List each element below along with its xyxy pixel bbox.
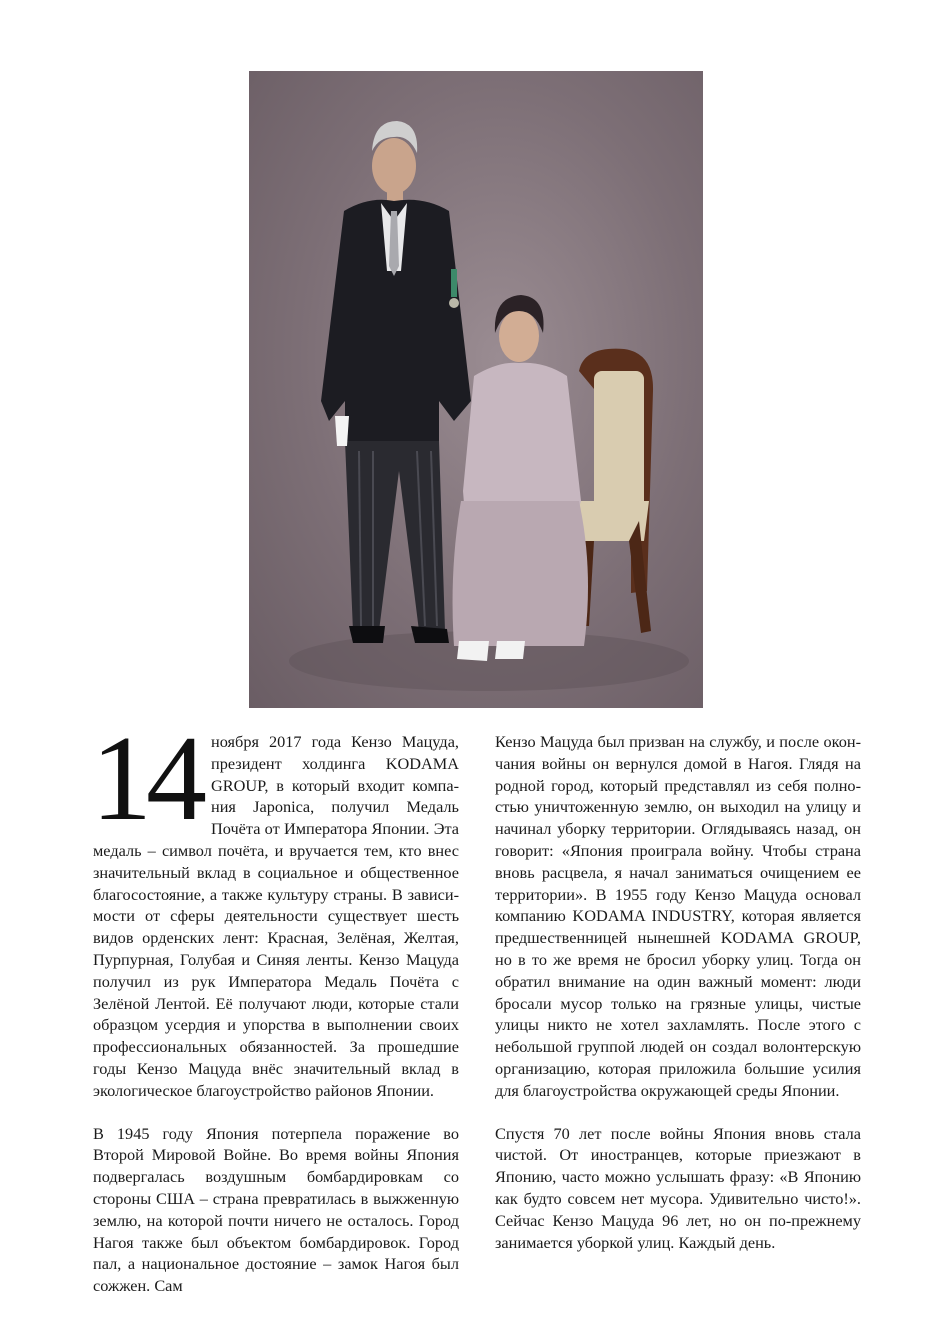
article-paragraph <box>91 711 459 1102</box>
article-column-left <box>91 711 459 1318</box>
article-column-right <box>495 731 861 1274</box>
drop-cap: 14 <box>91 711 201 846</box>
woman-figure <box>453 295 588 661</box>
portrait-photo <box>249 71 703 708</box>
man-figure <box>321 121 471 643</box>
portrait-illustration <box>249 71 703 708</box>
article-paragraph: В 1945 году Япония потерпела поражение во Второй Мировой Войне. Во время войны Япония подвергалась воздушным бомбардировкам со стороны США – страна превратилась в выжженную землю, на которой почти ничего не осталось. Город Нагоя также был объектом бомбардировок. Город пал, а национальное достояние – замок Нагоя был сожжен. Сам <box>93 1123 459 1296</box>
article-paragraph: Кензо Мацуда был призван на службу, и после окончания войны он вернулся домой в Нагоя. Глядя на родной город, который представлял из себя полностью уничтоженную землю, он выходил на улицу и начинал уборку территории. Оглядываясь назад, он говорит: «Япония проиграла войну. Чтобы страна вновь расцвела, я начал заниматься очищением ее территории». В 1955 году Кензо Мацуда основал компанию KODAMA INDUSTRY, которая является предшественницей нынешней KODAMA GROUP, но в то же время не бросил уборку улиц. Тогда он обратил внимание на один важный момент: люди бросали мусор только на грязные улицы, чистые улицы никто не хотел захламлять. После этого с небольшой группой людей он создал волонтерскую организацию, которая приложила большие усилия для благоустройства окружающей среды Японии. <box>495 732 861 1100</box>
paragraph-text: ноября 2017 года Кензо Мацуда, президент холдинга KODAMA GROUP, в который входит компания Japonica, получил Медаль Почёта от Императора Японии. Эта медаль – символ почёта, и вручается тем, кто внес значительный вклад в социальное и общественное благосостояние, а также культуру страны. В зависимости от сферы деятельности существует шесть видов орденских лент: Красная, Зелёная, Желтая, Пурпурная, Голубая и Синяя ленты. Кензо Мацуда получил из рук Императора Медаль Почёта с Зелёной Лентой. Её получают люди, которые стали образцом усердия и упорства в выполнении своих профессиональных обязанностей. За прошедшие годы Кензо Мацуда внёс значительный вклад в экологическое благоустройство районов Японии. <box>93 732 459 1100</box>
chair-shape <box>579 349 653 633</box>
article-paragraph: Спустя 70 лет после войны Япония вновь стала чистой. От иностранцев, которые приезжают в Японию, часто можно услышать фразу: «В Японию как будто совсем нет мусора. Удивительно чисто!». Сейчас Кензо Мацуда 96 лет, но он по-прежнему занимается уборкой улиц. Каждый день. <box>495 1123 861 1252</box>
